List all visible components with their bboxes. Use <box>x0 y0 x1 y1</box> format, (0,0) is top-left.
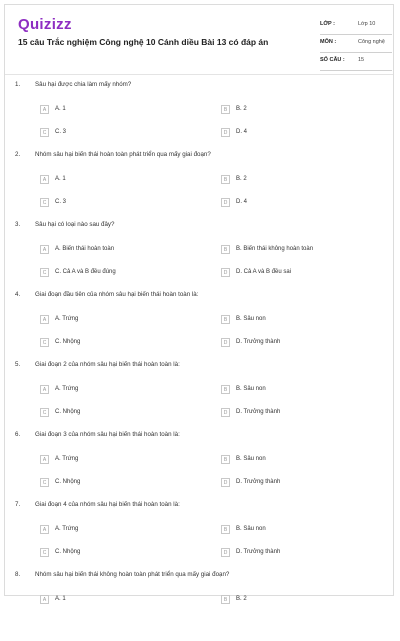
question-text: Giai đoạn 2 của nhóm sâu hại biến thái hoàn toàn là: <box>35 361 180 368</box>
option-letter-box: A <box>40 595 49 604</box>
option-text: B. Sâu non <box>236 526 266 532</box>
option-text: C. Cả A và B đều đúng <box>55 269 116 275</box>
question-text: Nhóm sâu hại biến thái hoàn toàn phát triển qua mấy giai đoạn? <box>35 151 211 158</box>
option-text: D. Trưởng thành <box>236 339 281 345</box>
option-text: D. Trưởng thành <box>236 409 281 415</box>
option-text: A. Trứng <box>55 456 79 462</box>
worksheet-title: 15 câu Trắc nghiệm Công nghệ 10 Cánh diều Bài 13 có đáp án <box>18 37 269 47</box>
option-text: B. Sâu non <box>236 316 266 322</box>
option-letter-box: D <box>221 198 230 207</box>
option-letter-box: D <box>221 128 230 137</box>
question-number: 4. <box>15 291 21 298</box>
option-letter-box: D <box>221 268 230 277</box>
option-text: C. 3 <box>55 199 67 205</box>
option-letter-box: A <box>40 105 49 114</box>
question-item <box>5 81 393 151</box>
worksheet-header <box>5 5 393 75</box>
option-letter-box: B <box>221 525 230 534</box>
option-letter-box: A <box>40 385 49 394</box>
option-letter-box: C <box>40 548 49 557</box>
header-divider <box>5 74 393 75</box>
question-item <box>5 361 393 431</box>
option-text: D. 4 <box>236 129 248 135</box>
option-text: D. 4 <box>236 199 248 205</box>
option-letter-box: B <box>221 385 230 394</box>
question-text: Sâu hại có loại nào sau đây? <box>35 221 115 228</box>
option-letter-box: B <box>221 175 230 184</box>
option-letter-box: C <box>40 478 49 487</box>
option-letter-box: D <box>221 548 230 557</box>
question-number: 5. <box>15 361 21 368</box>
option-text: D. Trưởng thành <box>236 479 281 485</box>
option-letter-box: A <box>40 455 49 464</box>
meta-value: 15 <box>358 57 365 63</box>
option-text: B. Biến thái không hoàn toàn <box>236 246 314 252</box>
meta-value: Công nghệ <box>358 39 385 45</box>
option-text: D. Cả A và B đều sai <box>236 269 292 275</box>
option-letter-box: A <box>40 175 49 184</box>
worksheet-meta <box>320 17 392 71</box>
question-text: Giai đoạn đầu tiên của nhóm sâu hại biến thái hoàn toàn là: <box>35 291 199 298</box>
question-text: Nhóm sâu hại biến thái không hoàn toàn phát triển qua mấy giai đoạn? <box>35 571 230 578</box>
meta-label: SỐ CÂU : <box>320 57 345 63</box>
option-text: B. Sâu non <box>236 386 266 392</box>
option-letter-box: B <box>221 105 230 114</box>
option-text: B. Sâu non <box>236 456 266 462</box>
option-text: B. 2 <box>236 106 247 112</box>
option-text: C. Nhộng <box>55 479 81 485</box>
question-item <box>5 221 393 291</box>
question-text: Giai đoạn 4 của nhóm sâu hại biến thái hoàn toàn là: <box>35 501 180 508</box>
option-text: C. Nhộng <box>55 339 81 345</box>
question-item <box>5 431 393 501</box>
option-letter-box: D <box>221 478 230 487</box>
meta-label: LỚP : <box>320 21 335 27</box>
option-text: A. 1 <box>55 596 66 602</box>
meta-row-subject <box>320 35 392 53</box>
question-number: 7. <box>15 501 21 508</box>
option-letter-box: B <box>221 455 230 464</box>
meta-value: Lớp 10 <box>358 21 376 27</box>
option-text: A. Trứng <box>55 526 79 532</box>
worksheet <box>4 4 394 603</box>
question-number: 2. <box>15 151 21 158</box>
question-item <box>5 571 393 641</box>
option-letter-box: D <box>221 408 230 417</box>
meta-row-class <box>320 17 392 35</box>
option-text: A. Trứng <box>55 386 79 392</box>
option-letter-box: A <box>40 525 49 534</box>
option-text: A. 1 <box>55 176 66 182</box>
option-text: A. Biến thái hoàn toàn <box>55 246 115 252</box>
option-letter-box: B <box>221 315 230 324</box>
question-item <box>5 151 393 221</box>
option-letter-box: A <box>40 245 49 254</box>
question-text: Sâu hại được chia làm mấy nhóm? <box>35 81 132 88</box>
option-letter-box: C <box>40 198 49 207</box>
question-item <box>5 291 393 361</box>
question-number: 1. <box>15 81 21 88</box>
question-number: 6. <box>15 431 21 438</box>
option-letter-box: C <box>40 338 49 347</box>
option-text: C. Nhộng <box>55 549 81 555</box>
question-text: Giai đoạn 3 của nhóm sâu hại biến thái hoàn toàn là: <box>35 431 180 438</box>
option-letter-box: C <box>40 408 49 417</box>
meta-row-question-count <box>320 53 392 71</box>
option-letter-box: B <box>221 245 230 254</box>
option-letter-box: D <box>221 338 230 347</box>
option-text: C. Nhộng <box>55 409 81 415</box>
option-text: A. 1 <box>55 106 66 112</box>
option-text: D. Trưởng thành <box>236 549 281 555</box>
option-text: A. Trứng <box>55 316 79 322</box>
quizizz-logo: Quizizz <box>18 16 72 33</box>
question-number: 8. <box>15 571 21 578</box>
option-text: C. 3 <box>55 129 67 135</box>
question-number: 3. <box>15 221 21 228</box>
option-letter-box: C <box>40 268 49 277</box>
meta-label: MÔN : <box>320 39 337 45</box>
option-text: B. 2 <box>236 596 247 602</box>
option-text: B. 2 <box>236 176 247 182</box>
option-letter-box: C <box>40 128 49 137</box>
question-item <box>5 501 393 571</box>
option-letter-box: A <box>40 315 49 324</box>
option-letter-box: B <box>221 595 230 604</box>
